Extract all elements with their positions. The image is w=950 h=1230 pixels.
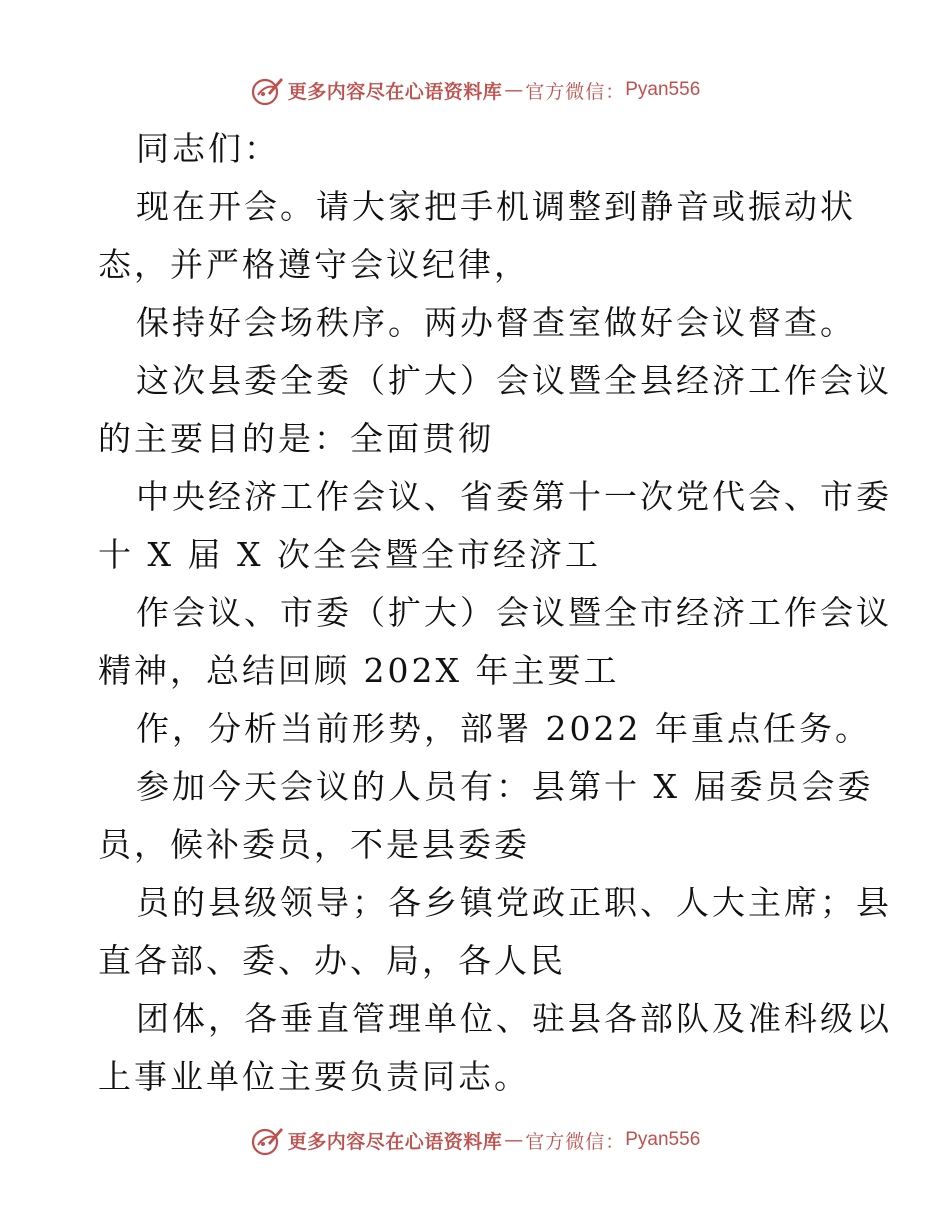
pen-logo-icon [250, 1123, 284, 1157]
text-line: 作，分析当前形势，部署 2022 年重点任务。 [136, 709, 871, 748]
text-line: 员的县级领导；各乡镇党政正职、人大主席；县 [136, 883, 892, 922]
pen-logo-icon [250, 73, 284, 107]
text-line: 十 X 届 X 次全会暨全市经济工 [98, 535, 601, 574]
text-line: 员，候补委员，不是县委委 [98, 825, 530, 864]
watermark-dash: — [504, 79, 524, 101]
watermark-wechat-label: 官方微信： [525, 80, 626, 103]
watermark-wechat-id: Pyan556 [625, 79, 701, 100]
text-line: 作会议、市委（扩大）会议暨全市经济工作会议 [136, 593, 892, 632]
watermark-text: 更多内容尽在心语资料库 [287, 80, 503, 103]
text-line: 精神，总结回顾 202X 年主要工 [98, 651, 620, 690]
text-line: 态，并严格遵守会议纪律， [98, 245, 530, 284]
text-line: 团体，各垂直管理单位、驻县各部队及准科级以 [136, 999, 892, 1038]
watermark-wechat-label: 官方微信： [525, 1130, 626, 1153]
text-line: 中央经济工作会议、省委第十一次党代会、市委 [136, 477, 892, 516]
watermark-wechat-id: Pyan556 [625, 1129, 701, 1150]
document-body [98, 120, 892, 1106]
text-line: 参加今天会议的人员有：县第十 X 届委员会委 [136, 767, 874, 806]
text-line: 保持好会场秩序。两办督查室做好会议督查。 [136, 303, 856, 342]
text-line: 的主要目的是：全面贯彻 [98, 419, 494, 458]
watermark-footer [0, 1120, 950, 1160]
text-line: 同志们： [136, 129, 280, 168]
text-line: 这次县委全委（扩大）会议暨全县经济工作会议 [136, 361, 892, 400]
text-line: 上事业单位主要负责同志。 [98, 1057, 530, 1096]
watermark-header [0, 70, 950, 110]
text-line: 现在开会。请大家把手机调整到静音或振动状 [136, 187, 856, 226]
watermark-text: 更多内容尽在心语资料库 [287, 1130, 503, 1153]
watermark-dash: — [504, 1129, 524, 1151]
text-line: 直各部、委、办、局，各人民 [98, 941, 566, 980]
